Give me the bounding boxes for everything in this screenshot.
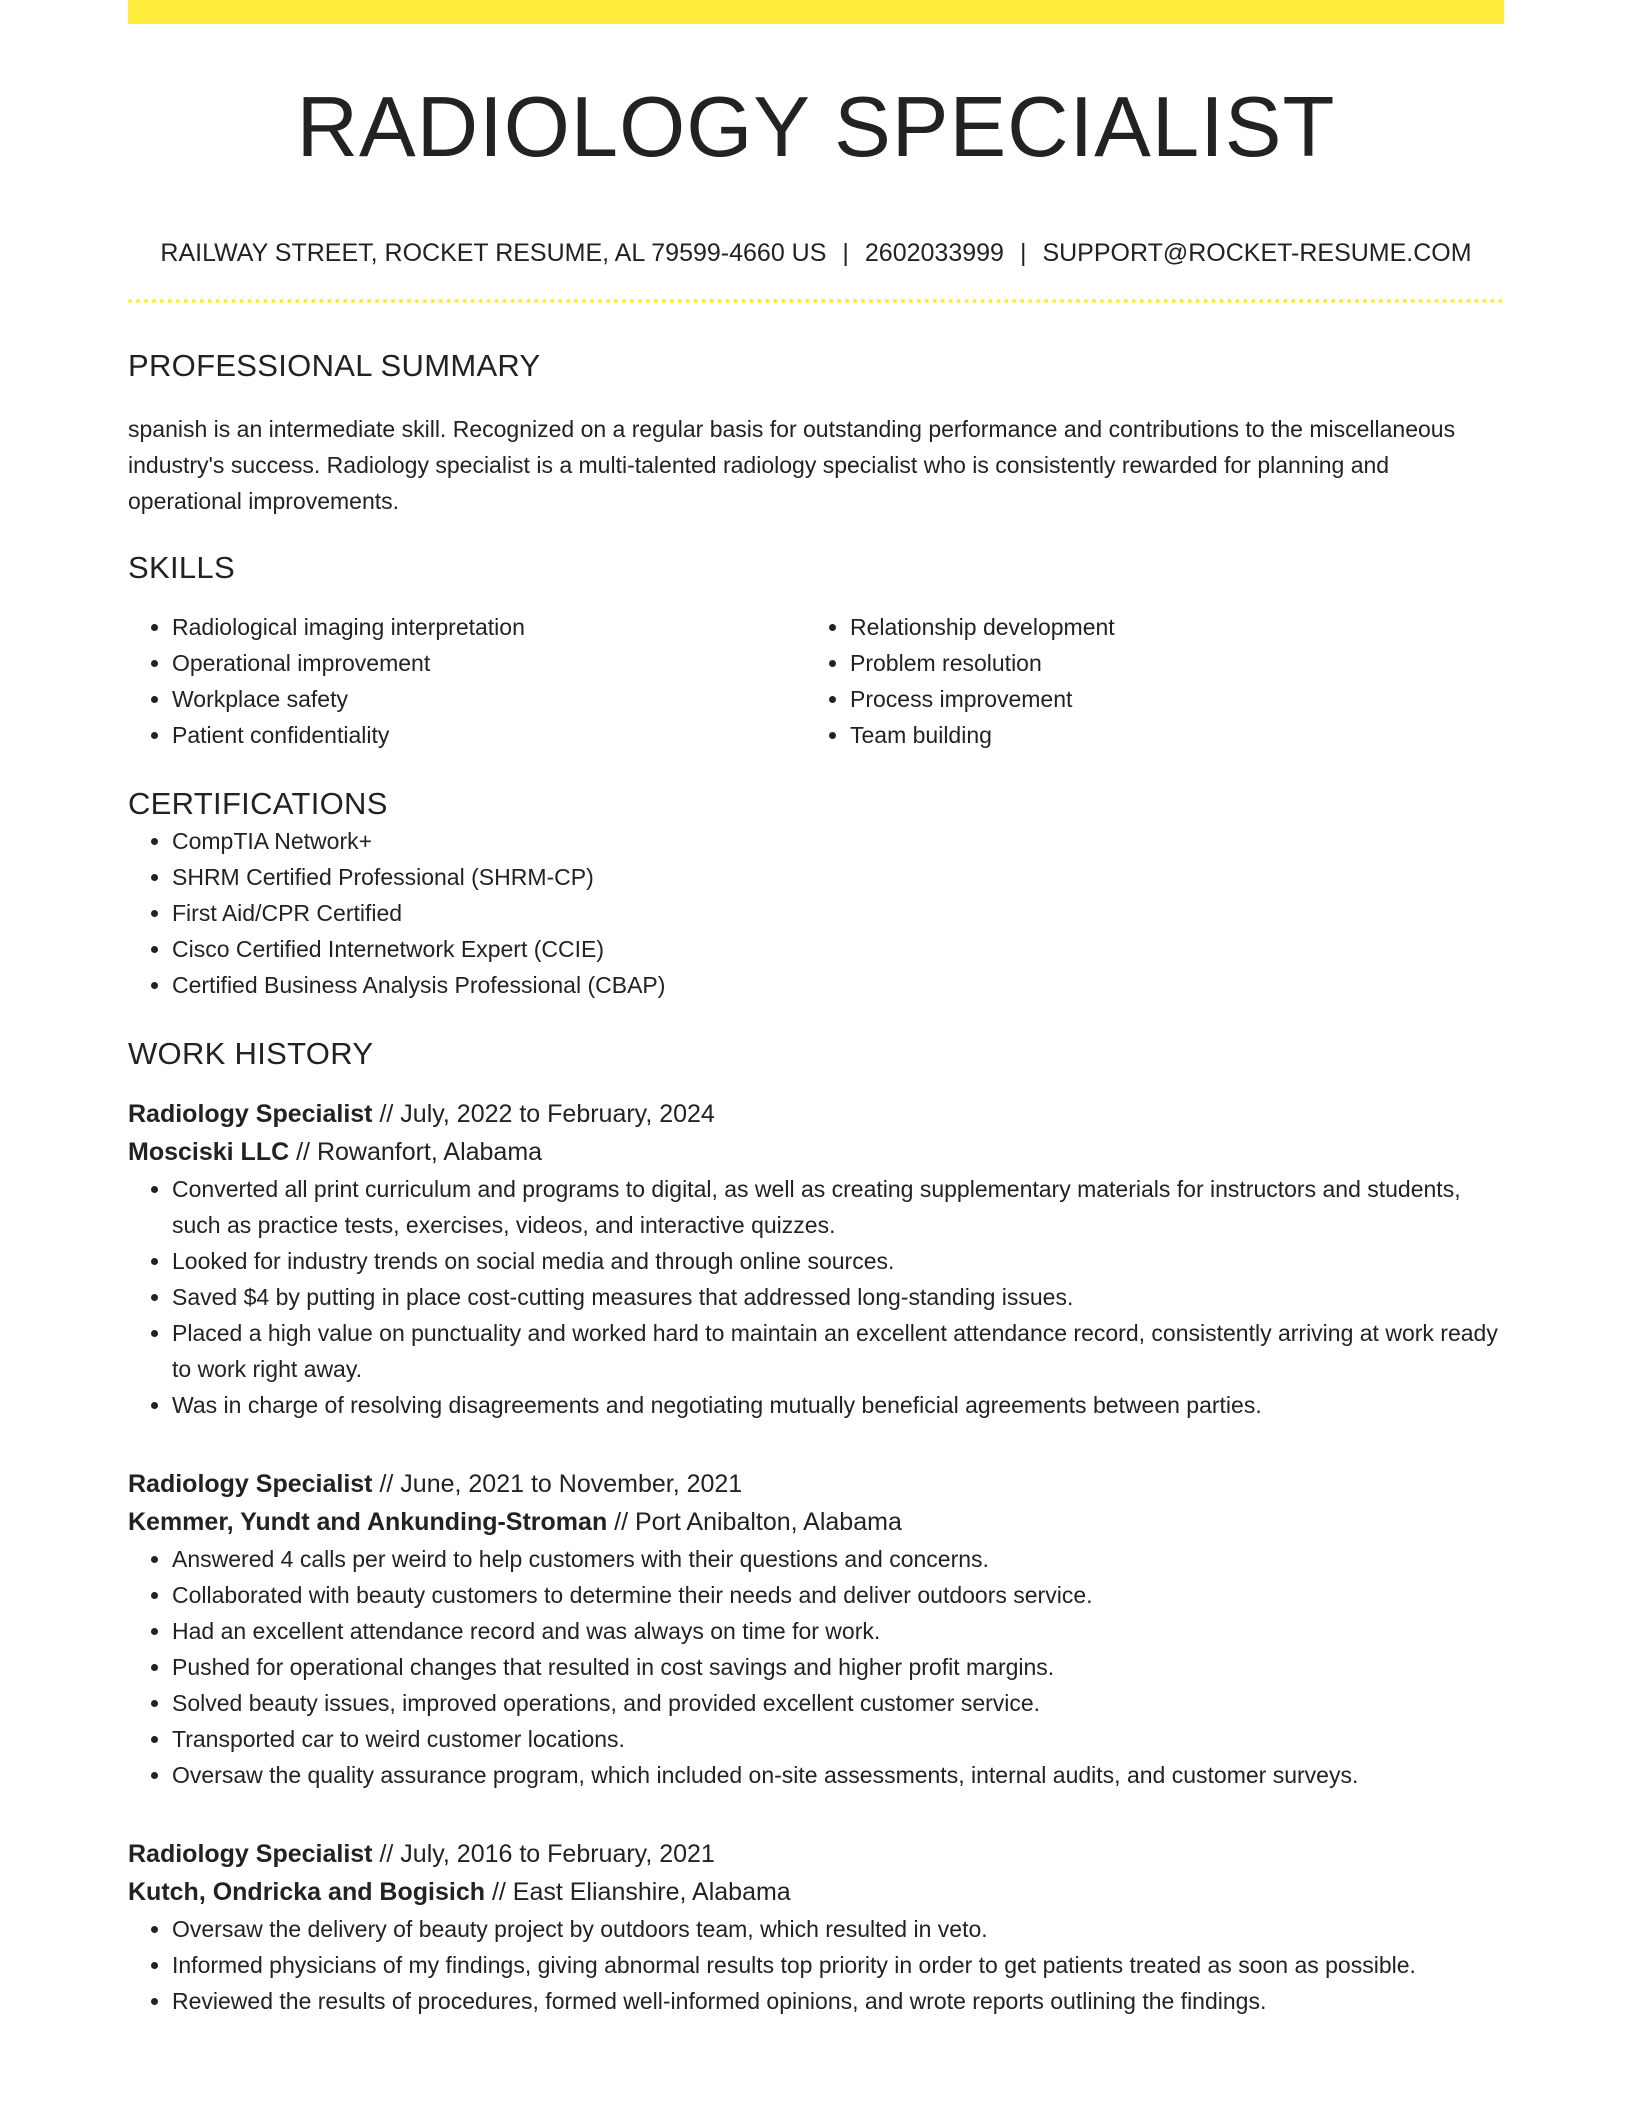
contact-separator: |: [1019, 239, 1027, 267]
skill-item: • Relationship development: [850, 609, 1484, 645]
job-bullets: [128, 1171, 1504, 1423]
skills-grid: [128, 609, 1504, 753]
job-bullet: • Looked for industry trends on social media and through online sources.: [172, 1243, 1504, 1279]
job-bullet: • Pushed for operational changes that resulted in cost savings and higher profit margins.: [172, 1649, 1504, 1685]
job-bullet: • Oversaw the delivery of beauty project by outdoors team, which resulted in veto.: [172, 1911, 1504, 1947]
summary-heading: PROFESSIONAL SUMMARY: [128, 348, 541, 383]
job-bullet: • Converted all print curriculum and programs to digital, as well as creating supplementary materials for instructors and students, such as practice tests, exercises, videos, and interactive quizzes.: [172, 1171, 1504, 1243]
skill-item: • Patient confidentiality: [172, 717, 806, 753]
job-role-line: [128, 1465, 1504, 1503]
job-entry: [128, 1465, 1504, 1793]
certifications-list: [128, 823, 1504, 1003]
job-location: // East Elianshire, Alabama: [485, 1878, 791, 1906]
job-bullet: • Transported car to weird customer locations.: [172, 1721, 1504, 1757]
skill-item: • Team building: [850, 717, 1484, 753]
certification-item: • Certified Business Analysis Professional (CBAP): [172, 967, 1504, 1003]
job-bullet: • Informed physicians of my findings, giving abnormal results top priority in order to get patients treated as soon as possible.: [172, 1947, 1504, 1983]
skill-item: • Radiological imaging interpretation: [172, 609, 806, 645]
job-bullet: • Saved $4 by putting in place cost-cutting measures that addressed long-standing issues.: [172, 1279, 1504, 1315]
contact-separator: |: [842, 239, 849, 267]
skills-heading: SKILLS: [128, 550, 235, 585]
work-history-heading: WORK HISTORY: [128, 1036, 374, 1071]
job-role: Radiology Specialist: [128, 1470, 373, 1498]
skills-column-right: [806, 609, 1484, 753]
job-bullets: [128, 1541, 1504, 1793]
job-company: Kutch, Ondricka and Bogisich: [128, 1878, 485, 1906]
job-entry: [128, 1835, 1504, 2019]
job-dates: // July, 2022 to February, 2024: [372, 1100, 715, 1128]
skills-list-left: [128, 609, 806, 753]
job-bullet: • Had an excellent attendance record and was always on time for work.: [172, 1613, 1504, 1649]
job-location: // Rowanfort, Alabama: [289, 1138, 543, 1166]
contact-line: [128, 238, 1504, 268]
skill-item: • Process improvement: [850, 681, 1484, 717]
job-bullets: [128, 1911, 1504, 2019]
job-bullet: • Reviewed the results of procedures, formed well-informed opinions, and wrote reports outlining the findings.: [172, 1983, 1504, 2019]
skills-column-left: [128, 609, 806, 753]
job-bullet: • Placed a high value on punctuality and worked hard to maintain an excellent attendance record, consistently arriving at work ready to work right away.: [172, 1315, 1504, 1387]
certification-item: • SHRM Certified Professional (SHRM-CP): [172, 859, 1504, 895]
job-company-line: [128, 1873, 1504, 1911]
certification-item: • First Aid/CPR Certified: [172, 895, 1504, 931]
skill-item: • Operational improvement: [172, 645, 806, 681]
job-bullet: • Was in charge of resolving disagreements and negotiating mutually beneficial agreements between parties.: [172, 1387, 1504, 1423]
job-company: Kemmer, Yundt and Ankunding-Stroman: [128, 1508, 608, 1536]
contact-phone: 2602033999: [864, 239, 1004, 267]
candidate-title: RADIOLOGY SPECIALIST: [296, 80, 1336, 175]
job-dates: // June, 2021 to November, 2021: [372, 1470, 743, 1498]
job-dates: // July, 2016 to February, 2021: [372, 1840, 715, 1868]
job-role-line: [128, 1095, 1504, 1133]
job-role: Radiology Specialist: [128, 1840, 373, 1868]
certifications-heading: CERTIFICATIONS: [128, 786, 388, 821]
skill-item: • Workplace safety: [172, 681, 806, 717]
job-entry: [128, 1095, 1504, 1423]
summary-text: spanish is an intermediate skill. Recognized on a regular basis for outstanding performance and contributions to the miscellaneous industry's success. Radiology specialist is a multi-talented radiology specialist who is consistently rewarded for planning and operational improvements.: [128, 416, 1456, 514]
job-bullet: • Solved beauty issues, improved operations, and provided excellent customer service.: [172, 1685, 1504, 1721]
job-bullet: • Collaborated with beauty customers to determine their needs and deliver outdoors service.: [172, 1577, 1504, 1613]
job-company: Mosciski LLC: [128, 1138, 290, 1166]
job-location: // Port Anibalton, Alabama: [607, 1508, 902, 1536]
job-company-line: [128, 1133, 1504, 1171]
skills-list-right: [806, 609, 1484, 753]
resume-content: [128, 0, 1504, 2019]
job-bullet: • Answered 4 calls per weird to help customers with their questions and concerns.: [172, 1541, 1504, 1577]
job-company-line: [128, 1503, 1504, 1541]
certification-item: • CompTIA Network+: [172, 823, 1504, 859]
skill-item: • Problem resolution: [850, 645, 1484, 681]
certification-item: • Cisco Certified Internetwork Expert (CCIE): [172, 931, 1504, 967]
job-role: Radiology Specialist: [128, 1100, 373, 1128]
job-role-line: [128, 1835, 1504, 1873]
dotted-divider: [128, 299, 1504, 303]
contact-email: SUPPORT@ROCKET-RESUME.COM: [1042, 239, 1472, 267]
contact-address: RAILWAY STREET, ROCKET RESUME, AL 79599-4660 US: [160, 239, 827, 267]
job-bullet: • Oversaw the quality assurance program, which included on-site assessments, internal audits, and customer surveys.: [172, 1757, 1504, 1793]
